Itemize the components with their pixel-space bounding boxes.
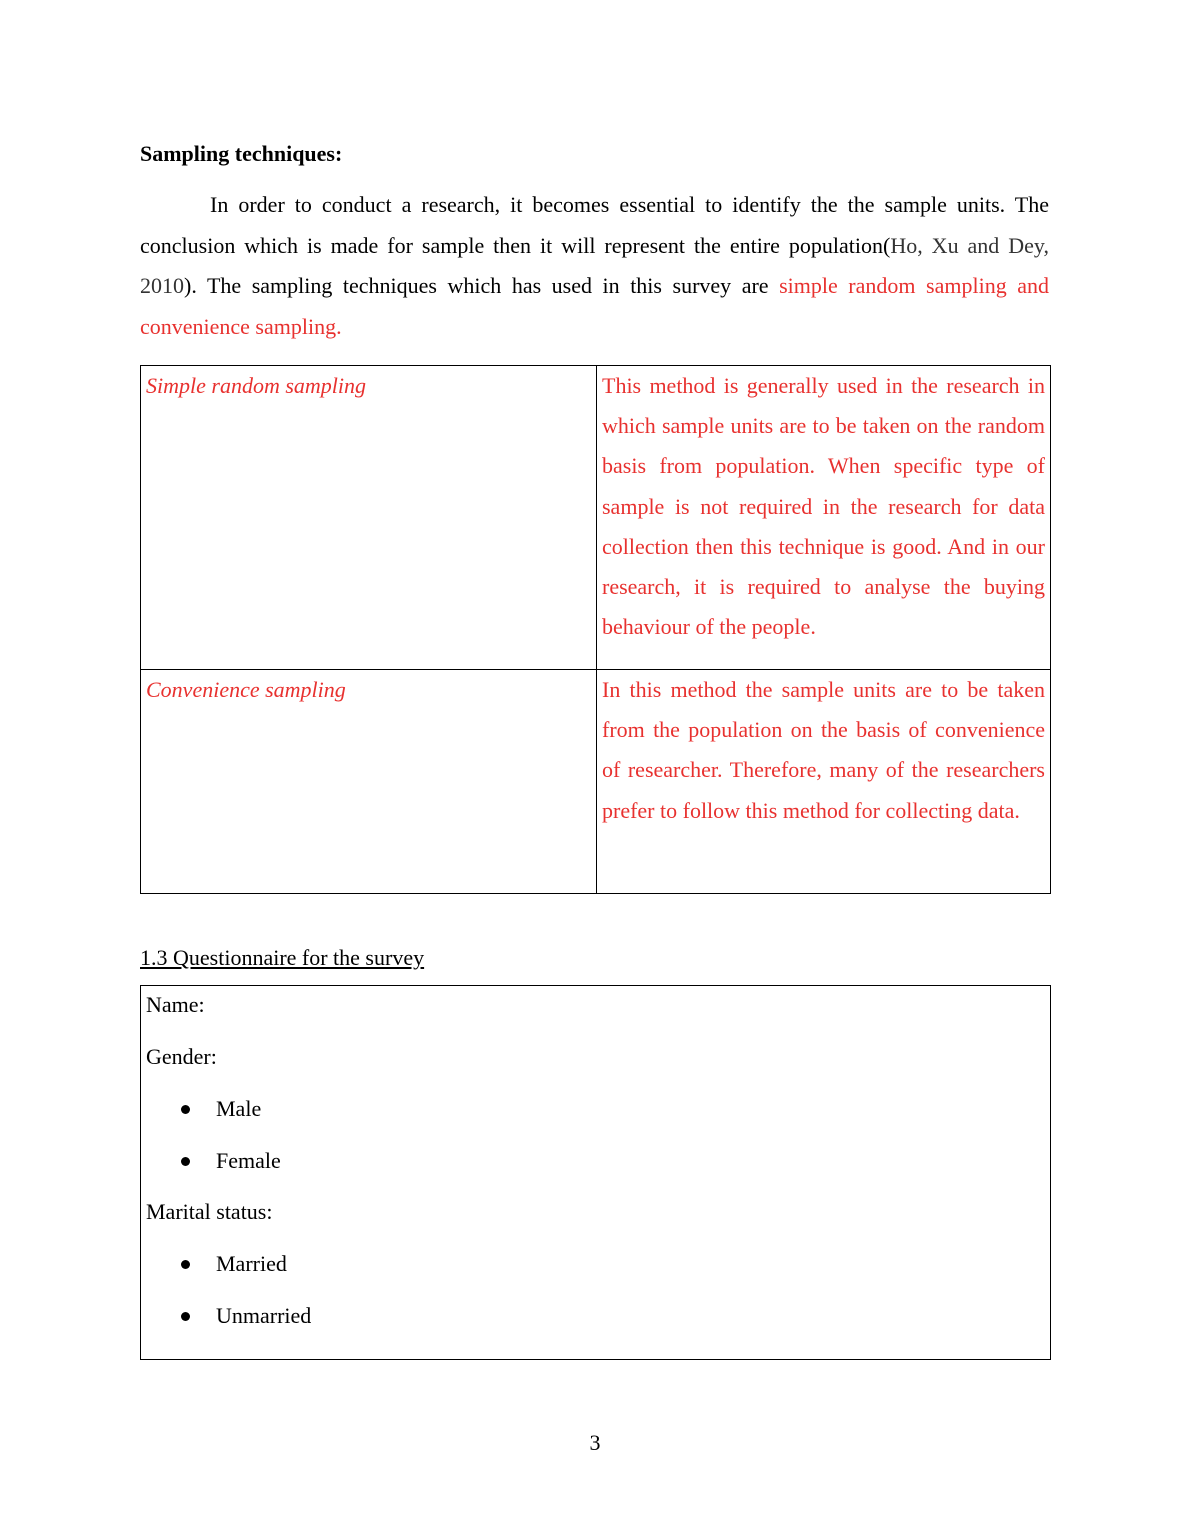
intro-citation: Ho, Xu and Dey, 2010 <box>140 232 1049 298</box>
sampling-techniques-table <box>140 365 1051 894</box>
marital-option-unmarried: Unmarried <box>216 1303 312 1328</box>
gender-option-male: Male <box>216 1096 262 1121</box>
bullet-icon <box>181 1312 190 1321</box>
technique-description: In this method the sample units are to be taken from the population on the basis of convenience of researcher. Therefore, many of the researchers prefer to follow this method for collecting data. <box>597 670 1051 894</box>
questionnaire-box <box>140 985 1051 1360</box>
questionnaire-title: 1.3 Questionnaire for the survey <box>140 945 425 970</box>
page-number: 3 <box>589 1430 601 1455</box>
marital-option-married: Married <box>216 1251 287 1276</box>
intro-highlight: simple random sampling and convenience sampling. <box>140 273 1049 339</box>
bullet-icon <box>181 1157 190 1166</box>
table-row <box>141 670 1051 894</box>
gender-option-female: Female <box>216 1148 281 1173</box>
intro-text-part1: In order to conduct a research, it becomes essential to identify the the sample units. The conclusion which is made for sample then it will represent the entire population( <box>140 192 1049 258</box>
intro-text-part2: ). The sampling techniques which has used in this survey are <box>184 273 780 298</box>
table-row <box>141 366 1051 670</box>
gender-label: Gender: <box>146 1044 217 1069</box>
bullet-icon <box>181 1105 190 1114</box>
technique-name: Convenience sampling <box>141 670 597 894</box>
intro-paragraph <box>140 185 1049 347</box>
technique-description: This method is generally used in the research in which sample units are to be taken on the random basis from population. When specific type of sample is not required in the research for data collection then this technique is good. And in our research, it is required to analyse the buying behaviour of the people. <box>597 366 1051 670</box>
bullet-icon <box>181 1260 190 1269</box>
technique-name: Simple random sampling <box>141 366 597 670</box>
marital-status-label: Marital status: <box>146 1199 273 1224</box>
name-label: Name: <box>146 992 205 1017</box>
section-heading: Sampling techniques: <box>140 141 343 166</box>
